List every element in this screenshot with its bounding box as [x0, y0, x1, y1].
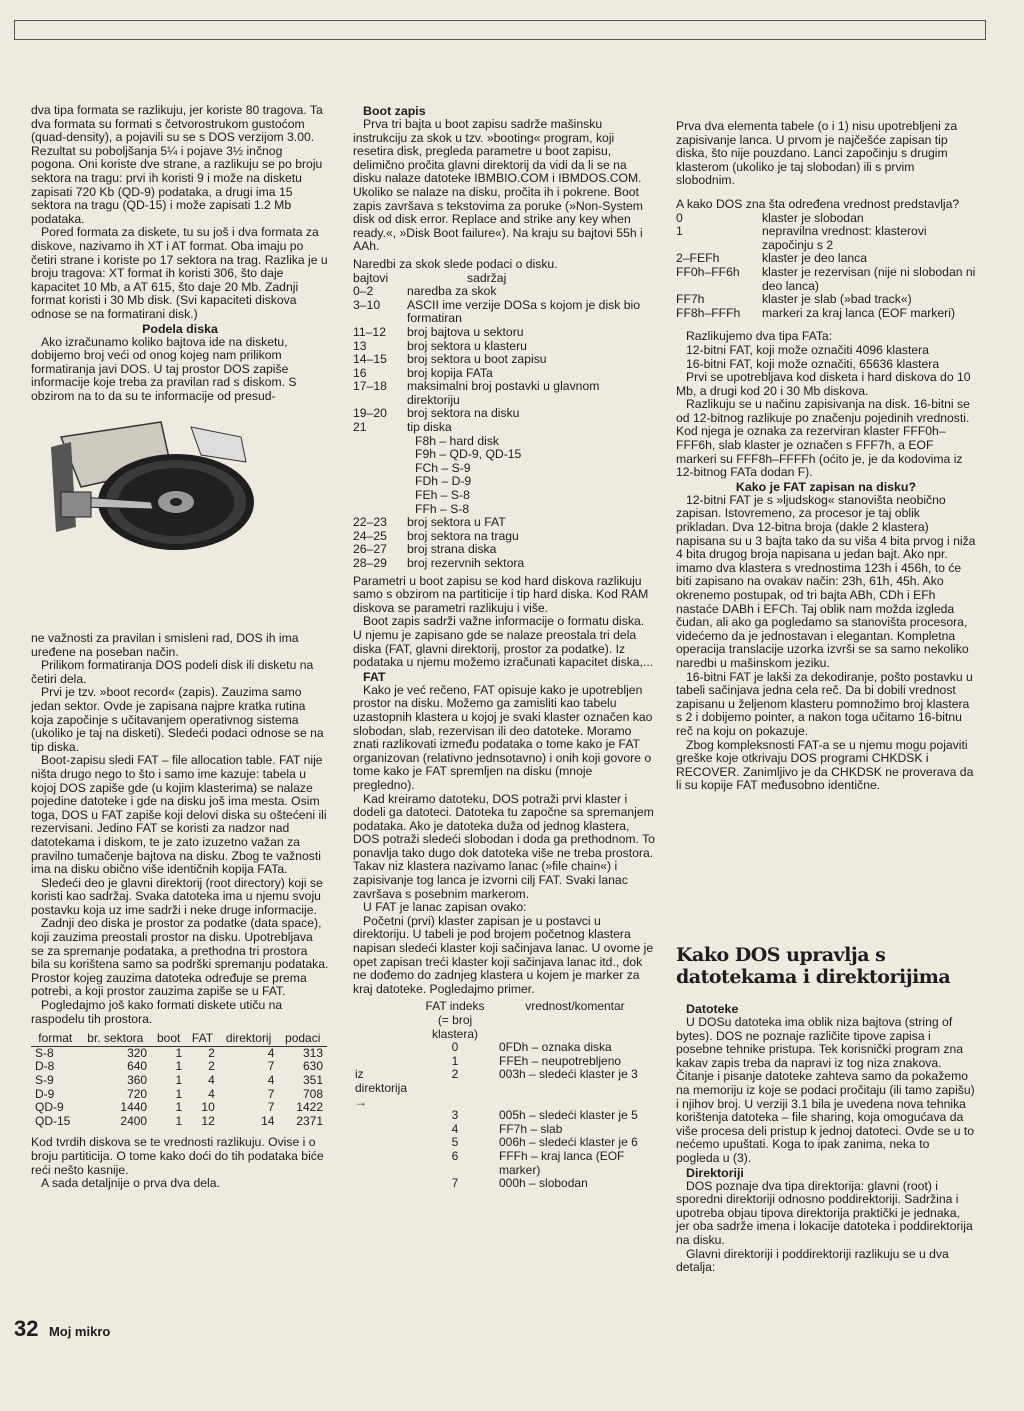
paragraph: Razlikuju se u načinu zapisivanja na disk. 16-bitni se od 12-bitnog razlikuje po značenju pojedinih vrednosti. Kod njega je oznaka za rezerviran klaster FFF0h–FFF6h, slab klaster je označen s FFF7h, a EOF markeri su FFF8h–FFFFh (oćito je, je da kodovima iz 12-bitnog FATa dodan F). [676, 397, 970, 480]
boot-bytes: 16 [353, 365, 367, 380]
heading-direktoriji: Direktoriji [686, 1165, 744, 1180]
heading-datoteke: Datoteke [686, 1002, 739, 1016]
heading-boot-zapis: Boot zapis [363, 104, 426, 118]
paragraph: Prvi je tzv. »boot record« (zapis). Zauzima samo jedan sektor. Ovde je zapisana najpre kratka rutina koja započinje s učitavanjem operativnog sistema (ukoliko je taj na disketi). Sledeći podaci odnose se na tip diska. [31, 685, 324, 754]
table-cell: 7 [267, 1059, 275, 1074]
chain-index: 5 [451, 1135, 459, 1150]
boot-content: broj strana diska [407, 542, 497, 557]
boot-bytes: 17–18 [353, 379, 387, 394]
magazine-name: Moj mikro [48, 1324, 111, 1339]
chain-side [353, 1123, 413, 1137]
value-code: FF0h–FF6h [676, 264, 740, 279]
boot-row [353, 407, 655, 421]
paragraph: Boot-zapisu sledi FAT – file allocation table. FAT nije ništa drugo nego to što i samo ime kazuje: tabela u kojoj DOS zapiše gde (u kojim klasterima) se nalaze pojedine datoteke i gde na disku još ima mesta. Osim toga, DOS u FAT zapiše koji delovi diska su oštećeni ili rezervisani. Jedino FAT se koristi za nadzor nad datotekama i diskom, te je zato izuzetno važan za pravilno tumačenje bajtova na disku. Zbog te važnosti ima na disku obično više identičnih kopija FATa. [31, 753, 327, 877]
table-row [31, 1101, 327, 1115]
value-desc: klaster je slobodan [762, 210, 864, 225]
col-header: podaci [278, 1032, 327, 1046]
boot-row [353, 530, 655, 544]
value-code: 1 [676, 224, 683, 239]
boot-bytes: 26–27 [353, 542, 387, 557]
boot-row [353, 326, 655, 340]
boot-bytes: 0–2 [353, 284, 374, 299]
table-cell: S-9 [35, 1073, 54, 1087]
boot-bytes: 22–23 [353, 515, 387, 530]
table-cell: 4 [267, 1073, 275, 1087]
table-row [31, 1115, 327, 1129]
chain-row [353, 1136, 653, 1150]
value-row [676, 266, 976, 293]
value-desc: klaster je rezervisan (nije ni slobodan ni deo lanca) [762, 264, 976, 293]
value-code: 2–FEFh [676, 251, 720, 266]
boot-row [353, 557, 655, 571]
column-2 [353, 104, 655, 1191]
table-cell: S-8 [35, 1045, 54, 1060]
table-cell: D-9 [35, 1086, 55, 1101]
chain-side [353, 1041, 413, 1055]
value-row [676, 212, 976, 226]
table-cell: 10 [201, 1100, 215, 1115]
heading-podela-diska: Podela diska [142, 321, 218, 336]
table-cell: 320 [127, 1045, 148, 1060]
paragraph: Prvi se upotrebljava kod disketa i hard diskova do 10 Mb, a drugi kod 20 i 30 Mb diskova. [676, 370, 971, 398]
table-cell: 630 [302, 1059, 323, 1074]
chain-header-index [413, 1000, 497, 1041]
table-cell: 2 [208, 1045, 215, 1060]
chain-value: 006h – sledeći klaster je 6 [499, 1135, 638, 1150]
col-header: boot [151, 1032, 186, 1046]
paragraph: U DOSu datoteka ima oblik niza bajtova (string of bytes). DOS ne poznaje različite tipove zapisa i posebne tehnike pristupa. Tek korisnički program zna kakav zapis treba da napravi iz tog niza znakova. Čitanje i pisanje datoteke zahteva samo da pokažemo na memoriju iz koje se podaci pročitaju (ili tamo zapišu) i njihov broj. U verziji 3.1 bila je uvedena nova tehnika korištenja datoteka – file sharing, koja omogućava da više procesa deli pristup k jednoj datoteci. Ovde se u to nećemo upuštati. Koga to ipak zanima, neka to pogleda u (3). [676, 1015, 975, 1165]
boot-content: broj sektora na tragu [407, 528, 519, 543]
table-cell: 12 [201, 1113, 215, 1128]
boot-bytes: 19–20 [353, 406, 387, 421]
table-cell: QD-15 [35, 1113, 71, 1128]
header-sadrzaj: sadržaj [467, 270, 507, 285]
table-cell: 351 [302, 1073, 323, 1087]
table-cell: 4 [208, 1073, 215, 1087]
paragraph: 16-bitni FAT je lakši za dekodiranje, pošto postavku u tabeli sačinjava jedna cela reč. Da bi dobili vrednost zapisanu u željenom klasteru pomnožimo broj klastera s 2 i dobijemo pointer, a nakon toga učitamo 16-bitnu reč na koju on pokazuje. [676, 669, 973, 738]
heading-fat: FAT [363, 669, 386, 684]
paragraph: Razlikujemo dva tipa FATa: [686, 329, 833, 344]
paragraph: 12-bitni FAT, koji može označiti 4096 klastera [686, 342, 929, 357]
paragraph: Pogledajmo još kako formati diskete utiču na raspodelu tih prostora. [31, 998, 283, 1026]
boot-row [353, 285, 655, 299]
chain-value: 003h – sledeći klaster je 3 [499, 1067, 638, 1082]
table-cell: 1 [175, 1045, 183, 1060]
chain-value: FFFh – kraj lanca (EOF marker) [499, 1148, 625, 1177]
value-code: FF7h [676, 292, 705, 307]
table-cell: 1 [175, 1073, 183, 1087]
chain-value: 000h – slobodan [499, 1176, 588, 1191]
paragraph: DOS poznaje dva tipa direktorija: glavni (root) i sporedni direktoriji odnosno poddirektoriji. Sadržina i upotreba objau tipova direktorija praktički je jednaka, jer oba sadrže imena i lokacije datoteka i poddirektorija na disku. [676, 1178, 973, 1247]
paragraph: Parametri u boot zapisu se kod hard diskova razlikuju samo s obzirom na partiticije i tip hard diska. Kod RAM diskova se parametri razlikuju i više. [353, 573, 649, 615]
col-header: FAT [186, 1032, 219, 1046]
column-3-lower [676, 944, 976, 1275]
boot-table-2 [353, 516, 655, 570]
table-cell: 1 [175, 1059, 183, 1074]
paragraph: Kod tvrdih diskova se te vrednosti razlikuju. Ovise i o broju partiticija. O tome kako doći do tih podataka biće reći nešto kasnije. [31, 1135, 324, 1177]
boot-row [353, 367, 655, 381]
chain-row [353, 1055, 653, 1069]
boot-bytes: 24–25 [353, 528, 387, 543]
boot-table-header [353, 272, 655, 286]
table-row [31, 1088, 327, 1102]
paragraph: Kad kreiramo datoteku, DOS potraži prvi klaster i dodeli ga datoteci. Datoteka tu započne sa spremanjem podataka. Ako je datoteka duža od jednog klastera, DOS potraži sledeći slobodan i doda ga prethodnom. To ponavlja tako dugo dok datoteka više ne treba prostora. Takav niz klastera nazivamo lanac (»file chain«) i zapisivanje tog lanca je izvorni cilj FAT. Svaki lanac završava s posebnim markerom. [353, 791, 655, 901]
disk-type: FCh – S-9 [415, 460, 471, 475]
value-row [676, 225, 976, 252]
table-cell: 360 [127, 1073, 148, 1087]
boot-row [353, 380, 655, 407]
chain-row [353, 1177, 653, 1191]
chain-side [353, 1055, 413, 1069]
boot-content: broj sektora u FAT [407, 515, 506, 530]
col-header: format [31, 1032, 79, 1046]
table-cell: 1 [175, 1113, 183, 1128]
table-row [31, 1046, 327, 1060]
column-1-lower [31, 632, 329, 1191]
disk-type: FEh – S-8 [415, 488, 470, 503]
chain-index: 0 [451, 1040, 459, 1055]
paragraph: A kako DOS zna šta određena vrednost predstavlja? [676, 196, 960, 211]
table-cell: QD-9 [35, 1100, 64, 1115]
boot-content: broj sektora na disku [407, 406, 520, 421]
table-row [31, 1074, 327, 1088]
chain-index: 6 [451, 1148, 459, 1163]
disk-type: F9h – QD-9, QD-15 [415, 447, 522, 462]
paragraph: Naredbi za skok slede podaci o disku. [353, 256, 558, 271]
boot-content: broj sektora u boot zapisu [407, 352, 547, 367]
value-desc: nepravilna vrednost: klasterovi započinju s 2 [762, 224, 927, 252]
boot-row [353, 543, 655, 557]
disk-type-list [353, 435, 655, 517]
chain-header-value: vrednost/komentar [525, 999, 625, 1014]
boot-row [353, 340, 655, 354]
paragraph: dva tipa formata se razlikuju, jer koriste 80 tragova. Ta dva formata su formati s četvorostrukom gustoćom (quad-density), a pojavili su se s DOS verzijom 3.00. Rezultat su poboljšanja 5¼ i pojave 3½ inčnog pogona. Oni koriste dve strane, a razlikuju se po broju sektora na tragu: prvi ih koristi 9 i može na disketu zapisati 720 Kb (QD-9) podataka, a drugi ima 15 sektora na tragu (QD-15) i može zapisati 1.2 Mb podataka. [31, 103, 323, 226]
paragraph: Boot zapis sadrži važne informacije o formatu diska. U njemu je zapisano gde se nalaze preostala tri dela diska (FAT, glavni direktorij, prostor za podatke). Iz podataka u njemu možemo izračunati kapacitet diska,... [353, 614, 654, 670]
boot-bytes: 3–10 [353, 297, 381, 312]
paragraph: Zadnji deo diska je prostor za podatke (data space), koji zauzima preostali prostor na disku. Upotrebljava se za spremanje podataka, a prethodna tri prostora bila su korištena samo sa podrški spremanju podataka. Prostor kojeg zauzima datoteka određuje se prema potrebi, a koji prostor zauzima zapiše se u FAT. [31, 916, 329, 999]
paragraph: Zbog kompleksnosti FAT-a se u njemu mogu pojaviti greške koje otkrivaju DOS programi CHKDSK i RECOVER. Zanimljivo je da CHKDSK ne proverava da li su kopije FAT međusobno identične. [676, 737, 974, 793]
paragraph: Prva dva elementa tabele (o i 1) nisu upotrebljeni za zapisivanje lanca. U prvom je najčešće zapisan tip diska, što nije pouzdano. Lanci započinju s drugim klasterom (ukoliko je taj slobodan) ili s prvim slobodnim. [676, 119, 958, 188]
chain-side: iz direktorija → [355, 1067, 408, 1109]
col-header: direktorij [219, 1032, 279, 1046]
chain-head1: FAT indeks [425, 999, 485, 1014]
table-cell: 4 [267, 1045, 275, 1060]
boot-bytes: 21 [353, 420, 367, 435]
section-title: Kako DOS upravlja s datotekama i direktorijima [676, 944, 951, 988]
paragraph: Prva tri bajta u boot zapisu sadrže mašinsku instrukciju za skok u tzv. »booting« program, koji resetira disk, pregleda parametre u boot zapisu, delimično pročita glavni direktorij da vidi da li se na disku nalaze datoteke IBMBIO.COM i IBMDOS.COM. Ukoliko se nalaze na disku, pročita ih i pokrene. Boot zapis završava s tekstovima za poruke (»Non-System disk od disk error. Replace and strike any key when ready.«, »Disk Boot failure«). Na kraju su bajtovi 55h i AAh. [353, 117, 643, 254]
chain-value: 0FDh – oznaka diska [499, 1040, 612, 1055]
chain-index: 7 [451, 1176, 459, 1191]
chain-row [353, 1150, 653, 1177]
table-cell: D-8 [35, 1059, 55, 1074]
table-cell: 14 [261, 1113, 275, 1128]
value-row [676, 307, 976, 321]
table-row [31, 1060, 327, 1074]
chain-row [353, 1109, 653, 1123]
paragraph: ne važnosti za pravilan i smisleni rad, DOS ih ima uređene na poseban način. [31, 631, 299, 659]
column-1 [31, 104, 329, 557]
value-table [676, 212, 976, 321]
boot-content: maksimalni broj postavki u glavnom direktoriju [407, 379, 600, 407]
chain-value: FFEh – neupotrebljeno [499, 1053, 622, 1068]
table-cell: 2 [208, 1059, 215, 1074]
paragraph: 12-bitni FAT je s »ljudskog« stanovišta neobično zapisan. Istovremeno, za procesor je taj oblik prikladan. Dva 12-bitna broja (dakle 2 klastera) napisana su u 3 bajta tako da su viša 4 bita prvog i niža 4 bita drugog broja napisana u jedan bajt. Ako npr. imamo dva klastera s vrednostima 123h i 456h, to će biti zapisano na ovakav način: 23h, 61h, 45h. Ako okrenemo postupak, od tri bajta ABh, CDh i EFh nastaće DABh i EFCh. Taj oblik nam možda izgleda čudan, ali ako ga pogledamo sa stanovišta procesora, videćemo da je jednostavan i elegantan. Kompletna operacija translacije uzorka izvrši se sa samo nekoliko naredbi u mašinskom jeziku. [676, 492, 976, 670]
paragraph: U FAT je lanac zapisan ovako: [363, 900, 527, 915]
heading-fat-zapisan: Kako je FAT zapisan na disku? [735, 479, 917, 494]
boot-content: broj rezervnih sektora [407, 556, 525, 570]
chain-row [353, 1068, 653, 1109]
boot-content: broj sektora u klasteru [407, 338, 527, 353]
table-cell: 7 [267, 1100, 275, 1115]
boot-row [353, 353, 655, 367]
paragraph: Kako je već rečeno, FAT opisuje kako je upotrebljen prostor na disku. Možemo ga zamisliti kao tabelu uzastopnih klastera u kojoj je svaki klaster označen kao slobodan, slab, rezervisan ili deo datoteke. Moramo znati razlikovati između podataka o tome kako je FAT organizovan (relativno jednsotavno) i onih koji govore o tome kako je FAT spremljen na disku (mnoje pregledno). [353, 682, 653, 792]
boot-bytes: 11–12 [353, 324, 386, 339]
chain-row [353, 1041, 653, 1055]
paragraph: Početni (prvi) klaster zapisan je u postavci u direktoriju. U tabeli je pod brojem početnog klastera napisan sledeći klaster koji sačinjava lanac. U ovome je opet zapisan treći klaster koji sačinjava lanac itd., dok ne dođemo do zadnjeg klastera u kojem je marker za kraj datoteke. Pogledajmo primer. [353, 913, 654, 996]
chain-index: 3 [451, 1108, 459, 1123]
disk-type: FFh – S-8 [415, 501, 470, 516]
boot-bytes: 14–15 [353, 352, 387, 367]
table-cell: 313 [302, 1045, 323, 1060]
paragraph: Prilikom formatiranja DOS podeli disk ili disketu na četiri dela. [31, 658, 314, 686]
paragraph: A sada detaljnije o prva dva dela. [41, 1176, 220, 1191]
chain-side [353, 1150, 413, 1177]
column-3 [676, 120, 976, 793]
page-footer [14, 1316, 110, 1342]
table-cell: 1 [175, 1086, 183, 1101]
value-desc: klaster je slab (»bad track«) [762, 292, 912, 307]
boot-bytes: 13 [353, 338, 367, 353]
boot-row [353, 421, 655, 435]
chain-side [353, 1177, 413, 1191]
table-cell: 1422 [296, 1100, 323, 1115]
table-cell: 708 [302, 1086, 323, 1101]
boot-content: ASCII ime verzije DOSa s kojom je disk bio formatiran [407, 297, 640, 326]
disk-type: F8h – hard disk [415, 433, 500, 448]
header-frame [14, 20, 986, 40]
paragraph: Ako izračunamo koliko bajtova ide na disketu, dobijemo broj veći od onog kojeg nam prilikom formatiranja javi DOS. U taj prostor DOS zapiše informacije koje treba za pravilan rad s diskom. S obzirom na to da su te informacije od presud- [31, 334, 297, 403]
chain-index: 2 [451, 1067, 459, 1082]
header-bajtovi: bajtovi [353, 270, 389, 285]
chain-row [353, 1123, 653, 1137]
col-header: br. sektora [79, 1032, 151, 1046]
boot-row [353, 516, 655, 530]
chain-index: 1 [451, 1053, 459, 1068]
table-cell: 1440 [120, 1100, 148, 1115]
paragraph: Glavni direktoriji i poddirektoriji razlikuju se u dva detalja: [676, 1246, 949, 1275]
disk-type: FDh – D-9 [415, 474, 472, 489]
table-cell: 7 [267, 1086, 275, 1101]
value-desc: markeri za kraj lanca (EOF markeri) [762, 305, 956, 320]
boot-row [353, 299, 655, 326]
hard-disk-photo [41, 407, 261, 557]
value-code: FF8h–FFFh [676, 305, 741, 320]
table-cell: 4 [208, 1086, 215, 1101]
table-cell: 2371 [296, 1113, 323, 1128]
fat-chain-table [353, 1000, 653, 1190]
table-cell: 640 [127, 1059, 148, 1074]
boot-content: broj kopija FATa [407, 365, 493, 380]
value-code: 0 [676, 210, 683, 225]
boot-content: tip diska [407, 420, 452, 435]
value-desc: klaster je deo lanca [762, 251, 868, 266]
value-row [676, 252, 976, 266]
chain-side [353, 1109, 413, 1123]
value-row [676, 293, 976, 307]
chain-value: FF7h – slab [499, 1121, 563, 1136]
table-cell: 720 [127, 1086, 148, 1101]
boot-content: broj bajtova u sektoru [407, 324, 524, 339]
table-cell: 2400 [120, 1113, 148, 1128]
boot-content: naredba za skok [407, 284, 497, 299]
page-number: 32 [14, 1316, 39, 1341]
table-cell: 1 [175, 1100, 183, 1115]
chain-value: 005h – sledeći klaster je 5 [499, 1108, 638, 1123]
paragraph: Sledeći deo je glavni direktorij (root directory) koji se koristi kao sadržaj. Svaka datoteka ima u njemu svoju postavku koja uz ime sadrži i neke druge informacije. [31, 875, 323, 917]
chain-side [353, 1136, 413, 1150]
chain-index: 4 [451, 1121, 459, 1136]
paragraph: 16-bitni FAT, koji može označiti, 65636 klastera [686, 356, 940, 371]
paragraph: Pored formata za diskete, tu su još i dva formata za diskove, nazivamo ih XT i AT format. Oba imaju po četiri strane i koriste po 17 sektora na trag. Razlika je u broju tragova: XT format ih koristi 306, što daje kapacitet 10 Mb, a AT 615, što daje 20 Mb. Zadnji format koristi i 30 Mb disk. (Svi kapaciteti diskova odnose se na formatirani disk.) [31, 225, 328, 321]
boot-bytes: 28–29 [353, 556, 387, 570]
format-table [31, 1032, 327, 1128]
chain-head2: (= broj klastera) [431, 1013, 478, 1041]
boot-table [353, 285, 655, 435]
